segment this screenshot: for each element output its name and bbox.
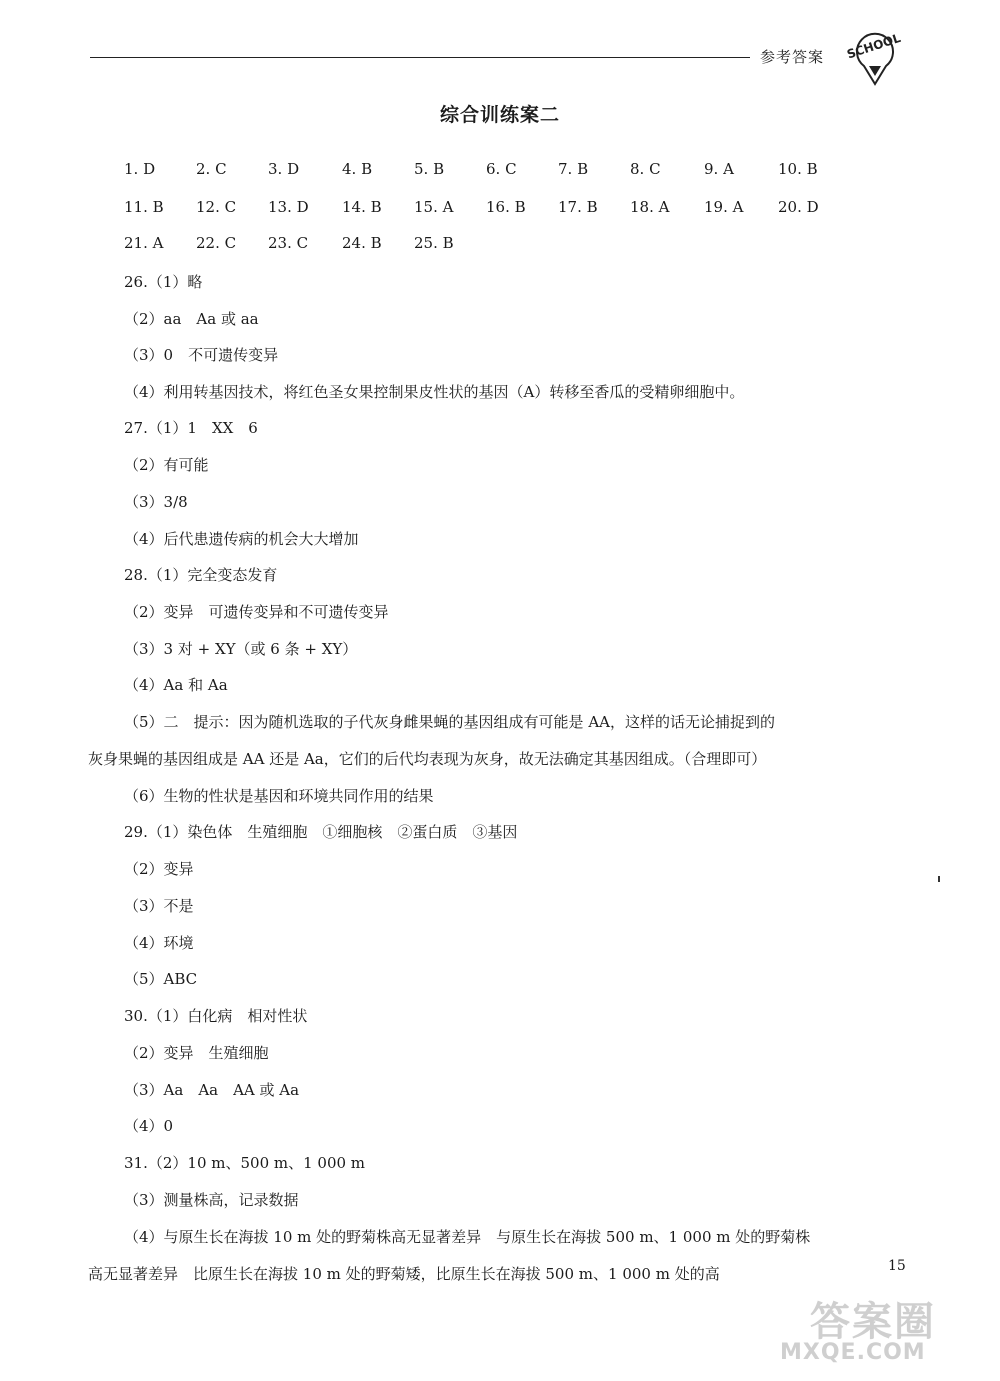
mc-answer: 12. C: [196, 198, 237, 216]
answer-line-continued: 高无显著差异 比原生长在海拔 10 m 处的野菊矮，比原生长在海拔 500 m、1 000 m 处的高: [88, 1265, 720, 1283]
mc-answer: 20. D: [778, 198, 819, 216]
mc-answer: 25. B: [414, 234, 454, 252]
mc-answer: 3. D: [268, 160, 300, 178]
answer-line: （6）生物的性状是基因和环境共同作用的结果: [124, 787, 434, 805]
answer-line: 30.（1）白化病 相对性状: [124, 1007, 308, 1025]
school-logo-icon: [840, 30, 910, 86]
scan-speck: [938, 876, 940, 882]
mc-answer: 2. C: [196, 160, 227, 178]
mc-answer: 8. C: [630, 160, 661, 178]
answer-line: （4）与原生长在海拔 10 m 处的野菊株高无显著差异 与原生长在海拔 500 m、1 000 m 处的野菊株: [124, 1228, 811, 1246]
answer-line: （5）ABC: [124, 970, 198, 988]
mc-answer: 24. B: [342, 234, 382, 252]
mc-answer: 10. B: [778, 160, 818, 178]
answer-line: （2）变异: [124, 860, 194, 878]
answer-line: （4）0: [124, 1117, 174, 1135]
mc-answer: 5. B: [414, 160, 445, 178]
answer-line: （4）后代患遗传病的机会大大增加: [124, 530, 359, 548]
mc-answer: 17. B: [558, 198, 598, 216]
answer-line: 27.（1）1 XX 6: [124, 419, 258, 437]
watermark: [780, 1290, 990, 1370]
mc-answer: 7. B: [558, 160, 589, 178]
answer-line: （2）变异 可遗传变异和不可遗传变异: [124, 603, 389, 621]
page-number: 15: [888, 1258, 906, 1274]
mc-answer: 22. C: [196, 234, 237, 252]
page-title: 综合训练案二: [439, 104, 560, 126]
watermark-logo: 答案圈: [810, 1299, 936, 1345]
mc-answer: 9. A: [704, 160, 734, 178]
svg-text:SCHOOL: SCHOOL: [845, 30, 903, 62]
mc-answer: 15. A: [414, 198, 454, 216]
answer-line: （4）利用转基因技术，将红色圣女果控制果皮性状的基因（A）转移至香瓜的受精卵细胞中。: [124, 383, 745, 401]
answer-line: 29.（1）染色体 生殖细胞 ①细胞核 ②蛋白质 ③基因: [124, 823, 518, 841]
answer-line: 31.（2）10 m、500 m、1 000 m: [124, 1154, 366, 1172]
answer-line: （2）变异 生殖细胞: [124, 1044, 269, 1062]
answer-line: （3）3 对 + XY（或 6 条 + XY）: [124, 640, 358, 658]
answer-line: （2）有可能: [124, 456, 209, 474]
answer-line: （3）Aa Aa AA 或 Aa: [124, 1081, 300, 1099]
answer-line: （5）二 提示：因为随机选取的子代灰身雌果蝇的基因组成有可能是 AA，这样的话无论捕捉到的: [124, 713, 775, 731]
header-rule: [90, 57, 750, 58]
answer-line: （3）0 不可遗传变异: [124, 346, 279, 364]
answer-line: （3）不是: [124, 897, 194, 915]
answer-line: （4）Aa 和 Aa: [124, 676, 228, 694]
answer-line: （2）aa Aa 或 aa: [124, 310, 259, 328]
answer-line-continued: 灰身果蝇的基因组成是 AA 还是 Aa，它们的后代均表现为灰身，故无法确定其基因组成。（合理即可）: [88, 750, 767, 768]
mc-answer: 6. C: [486, 160, 517, 178]
mc-answer: 14. B: [342, 198, 382, 216]
mc-answer: 18. A: [630, 198, 670, 216]
mc-answer: 21. A: [124, 234, 164, 252]
watermark-url: MXQE.COM: [780, 1340, 926, 1365]
mc-answer: 4. B: [342, 160, 373, 178]
mc-answer: 11. B: [124, 198, 164, 216]
mc-answer: 16. B: [486, 198, 526, 216]
answer-line: 28.（1）完全变态发育: [124, 566, 278, 584]
answer-line: （3）测量株高，记录数据: [124, 1191, 299, 1209]
header-label: 参考答案: [760, 48, 825, 66]
answer-line: （3）3/8: [124, 493, 188, 511]
answer-line: 26.（1）略: [124, 273, 203, 291]
mc-answer: 19. A: [704, 198, 744, 216]
mc-answer: 13. D: [268, 198, 309, 216]
mc-answer: 23. C: [268, 234, 309, 252]
answer-line: （4）环境: [124, 934, 194, 952]
mc-answer: 1. D: [124, 160, 156, 178]
